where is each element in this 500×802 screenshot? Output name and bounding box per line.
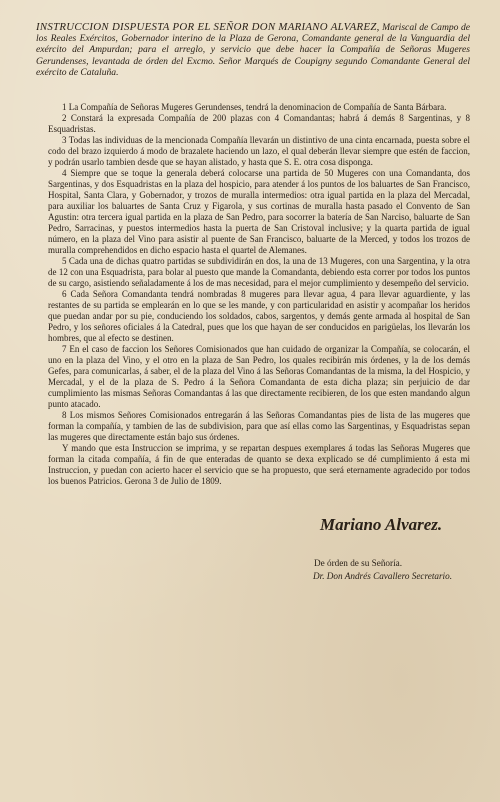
paragraph-6: 6 Cada Señora Comandanta tendrá nombradas 8 mugeres para llevar agua, 4 para llevar aguardiente, y las restantes de su partida se emplearán en lo que se les mande, y con particularidad en asistir y acompañar los heridos que puedan andar por su pie, conduciendo los soldados, cabos, sargentos, y demás gente armada al hospital de San Pedro, y los señores oficiales á la Catedral, pues que los que hayan de ser conducidos en parigüelas, los llevarán los hombres, que al efecto se destinen. <box>48 289 470 344</box>
paragraph-closing: Y mando que esta Instruccion se imprima, y se repartan despues exemplares á todas las Señoras Mugeres que forman la citada compañía, á fin de que enteradas de quanto se dexa explicado se dé cumplimiento á esta mi Instruccion, y puedan con acierto hacer el servicio que se ha propuesto, que será eternamente agradecido por todos los buenos Patricios. Gerona 3 de Julio de 1809. <box>48 443 470 487</box>
attestation-order: De órden de su Señoría. <box>313 558 402 569</box>
paragraph-2: 2 Constará la expresada Compañía de 200 plazas con 4 Comandantas; habrá á demás 8 Sargentinas, y 8 Esquadristas. <box>48 113 470 135</box>
attestation-secretary: Dr. Don Andrés Cavallero Secretario. <box>313 571 452 582</box>
paragraph-4: 4 Siempre que se toque la generala deberá colocarse una partida de 50 Mugeres con una Comandanta, dos Sargentinas, y dos Esquadristas en la plaza del hospicio, para atender á los puntos de los baluartes de San Francisco, Hospital, Santa Clara, y Gobernador, y trozos de muralla intermedios: otra igual partida en la plaza del Mercadal, para auxiliar los baluartes de Santa Cruz y Figarola, y sus cortinas de muralla hasta pasado el Convento de San Agustin: otra tercera igual partida en la plaza de San Pedro, para socorrer la batería de San Narciso, baluarte de San Pedro, Sarracinas, y puestos intermedios hasta la puerta de San Cristoval inclusive; y la quarta partida de igual número, en la plaza del Vino para asistir al puente de San Francisco, baluarte de la Merced, y todos los trozos de muralla comprehendidos en dicho espacio hasta el quartel de Alemanes. <box>48 168 470 256</box>
document-heading <box>36 22 470 78</box>
signature: Mariano Alvarez. <box>320 515 443 535</box>
paragraph-text: La Compañía de Señoras Mugeres Gerundenses, tendrá la denominacion de Compañía de Santa Bárbara. <box>68 102 447 113</box>
paragraph-5: 5 Cada una de dichas quatro partidas se subdividirán en dos, la una de 13 Mugeres, con una Sargentina, y la otra de 12 con una Esquadrista, para bolar al puesto que mande la Comandanta, debiendo esta correr por todos los puntos de su cargo, asistiendo señaladamente á los de mas necesidad, para el mejor cumplimiento y desempeño del servicio. <box>48 256 470 289</box>
heading-subtitle: Mariscal de Campo de los Reales Exércitos, Gobernador interino de la Plaza de Gerona, Comandante general de la Vanguardia del exército del Ampurdan; para el arreglo, y servicio que debe hacer la Compañía de Señoras Mugeres Gerundenses, levantada de órden del Excmo. Señor Marqués de Coupigny segundo Comandante General del exército de Cataluña. <box>36 22 471 78</box>
paragraph-number: 1 <box>62 102 67 113</box>
paragraph-7: 7 En el caso de faccion los Señores Comisionados que han cuidado de organizar la Compañía, se colocarán, el uno en la plaza del Vino, y el otro en la plaza de San Pedro, los quales recibirán mis órdenes, y la de los demás Gefes, para comunicarlas, á saber, el de la plaza del Vino á las Señoras Comandantas de la misma, la del Hospicio, y Mercadal, y el de la plaza de S. Pedro á la Señora Comandanta de esta dicha plaza; sin perjuicio de dar cumplimiento las mismas Señoras Comandantas á las que directamente recibieren, de los que esten mandando algun punto atacado. <box>48 344 470 410</box>
paragraph-3: 3 Todas las individuas de la mencionada Compañía llevarán un distintivo de una cinta encarnada, puesta sobre el codo del brazo izquierdo á modo de brazalete haciendo un lazo, el qual deberán llevar siempre que estén de faccion, y podrán usarlo tambien desde que se hayan alistado, y hasta que S. E. otra cosa disponga. <box>48 135 470 168</box>
paragraph-1 <box>48 102 470 113</box>
attestation <box>30 557 470 583</box>
paragraph-8: 8 Los mismos Señores Comisionados entregarán á las Señoras Comandantas pies de lista de las mugeres que forman la compañía, y tambien de las de subdivision, para que así ellas como las Sargentinas, y Esquadristas sepan las mugeres que directamente están bajo sus órdenes. <box>48 410 470 443</box>
document-body <box>48 102 470 487</box>
heading-title: INSTRUCCION DISPUESTA POR EL SEÑOR DON MARIANO ALVAREZ, <box>36 21 380 33</box>
